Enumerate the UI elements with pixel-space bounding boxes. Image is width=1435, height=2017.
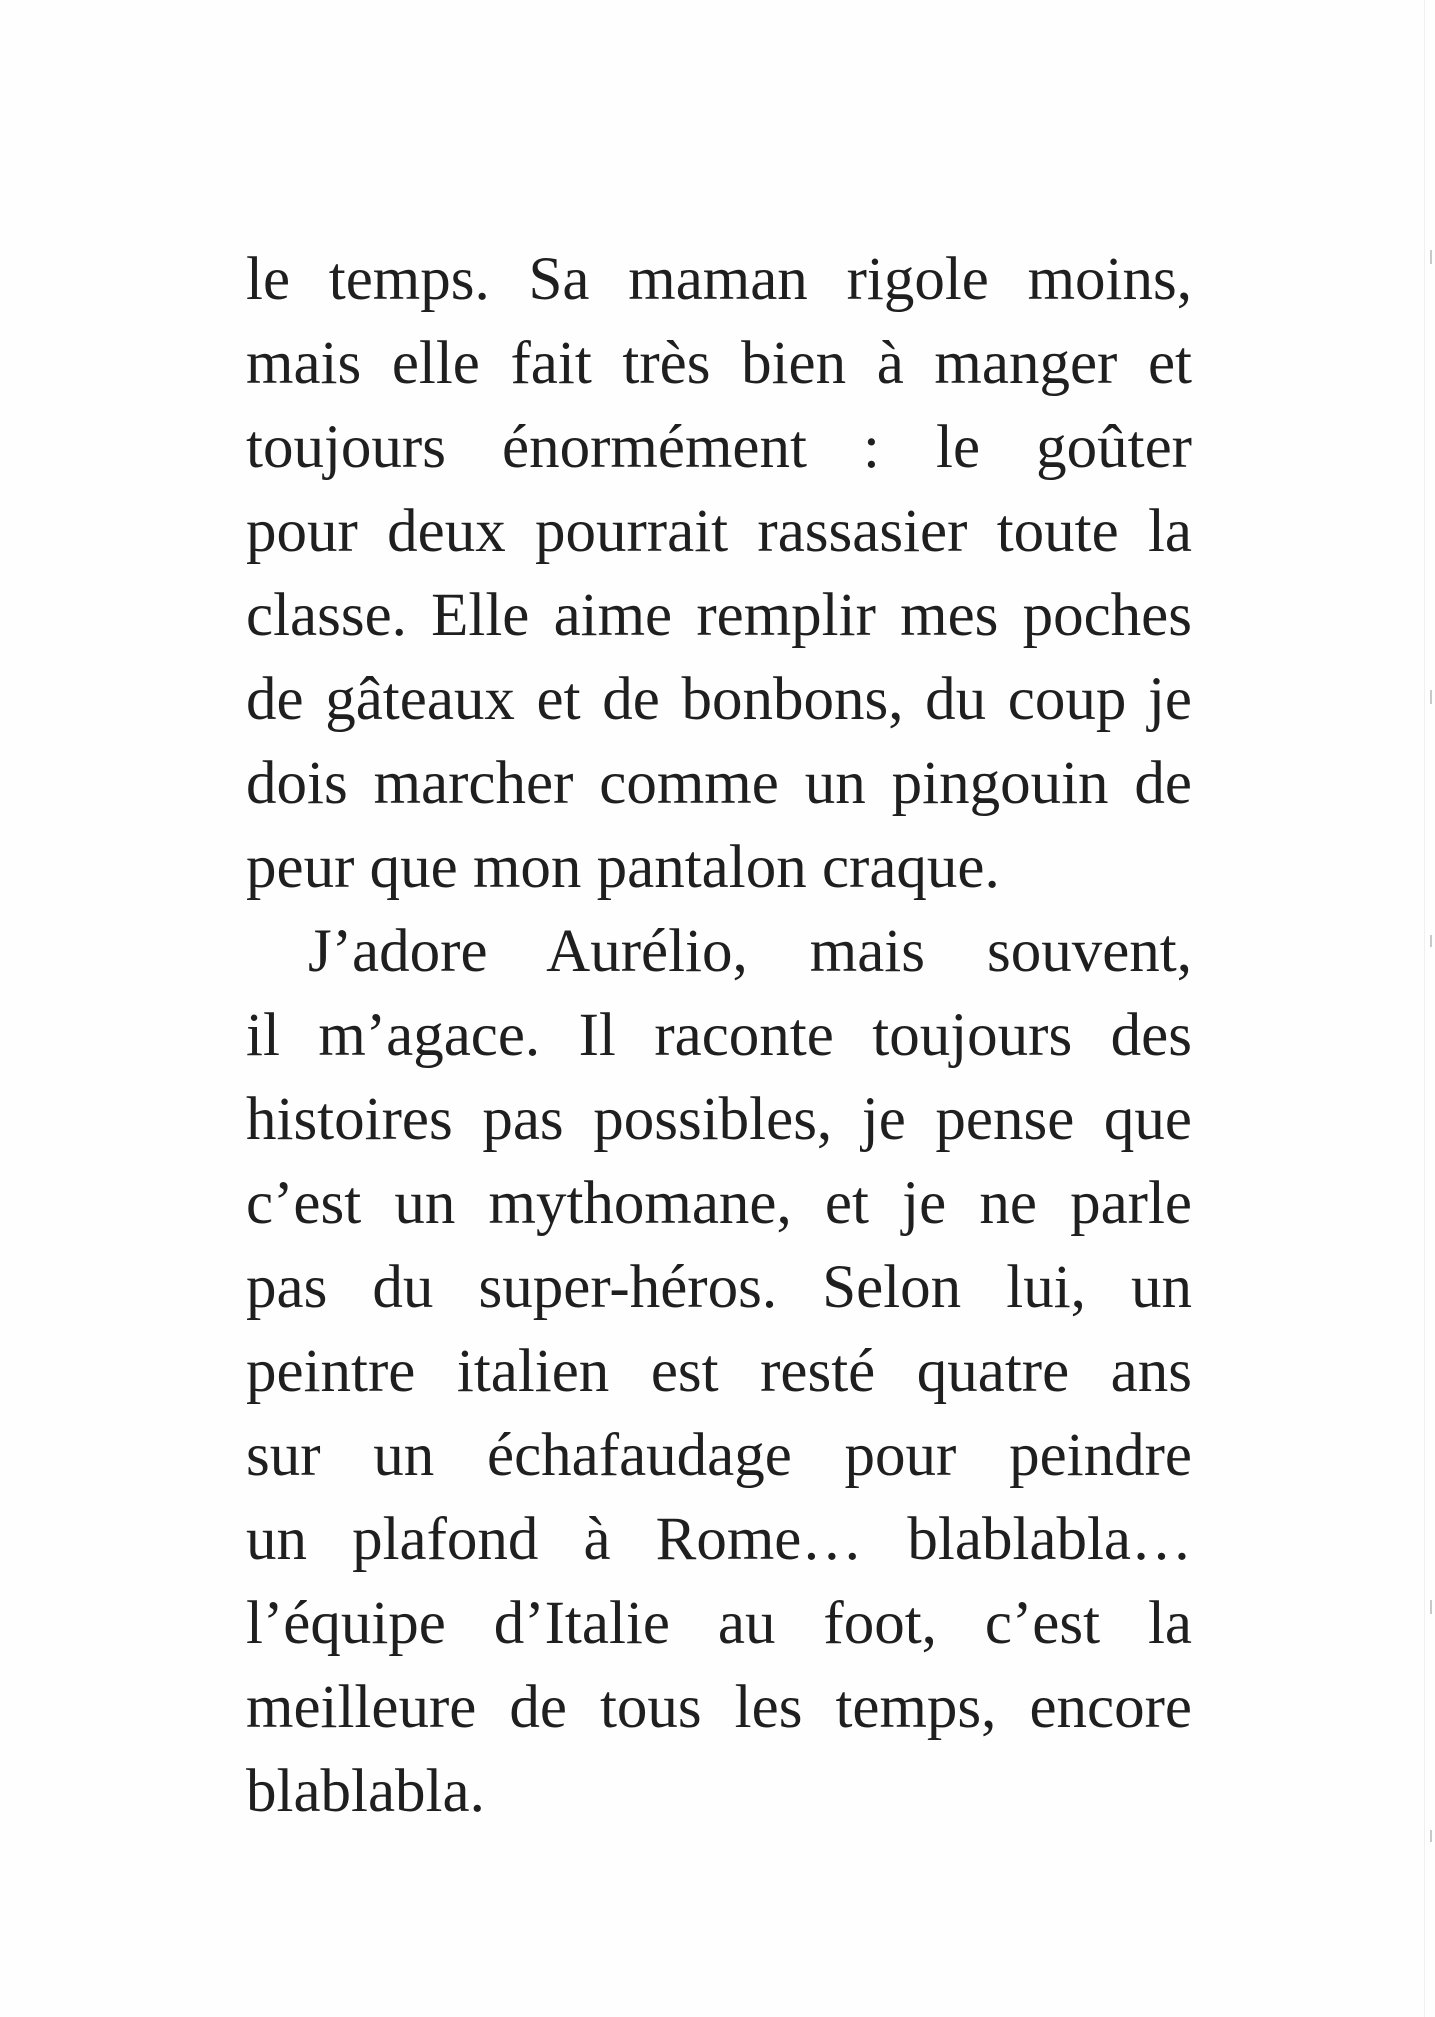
text-line: sur un échafaudage pour peindre [246,1422,1192,1489]
edge-mark [1430,935,1432,947]
text-line: histoires pas possibles, je pense que [246,1086,1192,1153]
text-line: le temps. Sa maman rigole moins, [246,246,1192,313]
text-line: dois marcher comme un pingouin de [246,750,1192,817]
text-line: il m’agace. Il raconte toujours des [246,1002,1192,1069]
text-line: mais elle fait très bien à manger et [246,330,1192,397]
text-line: pas du super-héros. Selon lui, un [246,1254,1192,1321]
text-line: pour deux pourrait rassasier toute la [246,498,1192,565]
text-line: meilleure de tous les temps, encore [246,1674,1192,1741]
text-line: peur que mon pantalon craque. [246,834,1000,901]
text-line: un plafond à Rome… blablabla… [246,1506,1192,1573]
paragraph-2 [246,910,1192,1834]
text-line: de gâteaux et de bonbons, du coup je [246,666,1192,733]
text-line: l’équipe d’Italie au foot, c’est la [246,1590,1192,1657]
text-line: blablabla. [246,1758,485,1825]
paragraph-1 [246,238,1192,910]
edge-mark [1430,690,1432,704]
edge-mark [1430,1600,1432,1614]
text-line: toujours énormément : le goûter [246,414,1192,481]
edge-mark [1430,1830,1432,1842]
edge-mark [1430,250,1432,264]
body-text [246,238,1192,1834]
text-line: classe. Elle aime remplir mes poches [246,582,1192,649]
text-line: c’est un mythomane, et je ne parle [246,1170,1192,1237]
text-line: peintre italien est resté quatre ans [246,1338,1192,1405]
page-edge [1424,0,1435,2017]
text-line: J’adore Aurélio, mais souvent, [308,918,1192,985]
